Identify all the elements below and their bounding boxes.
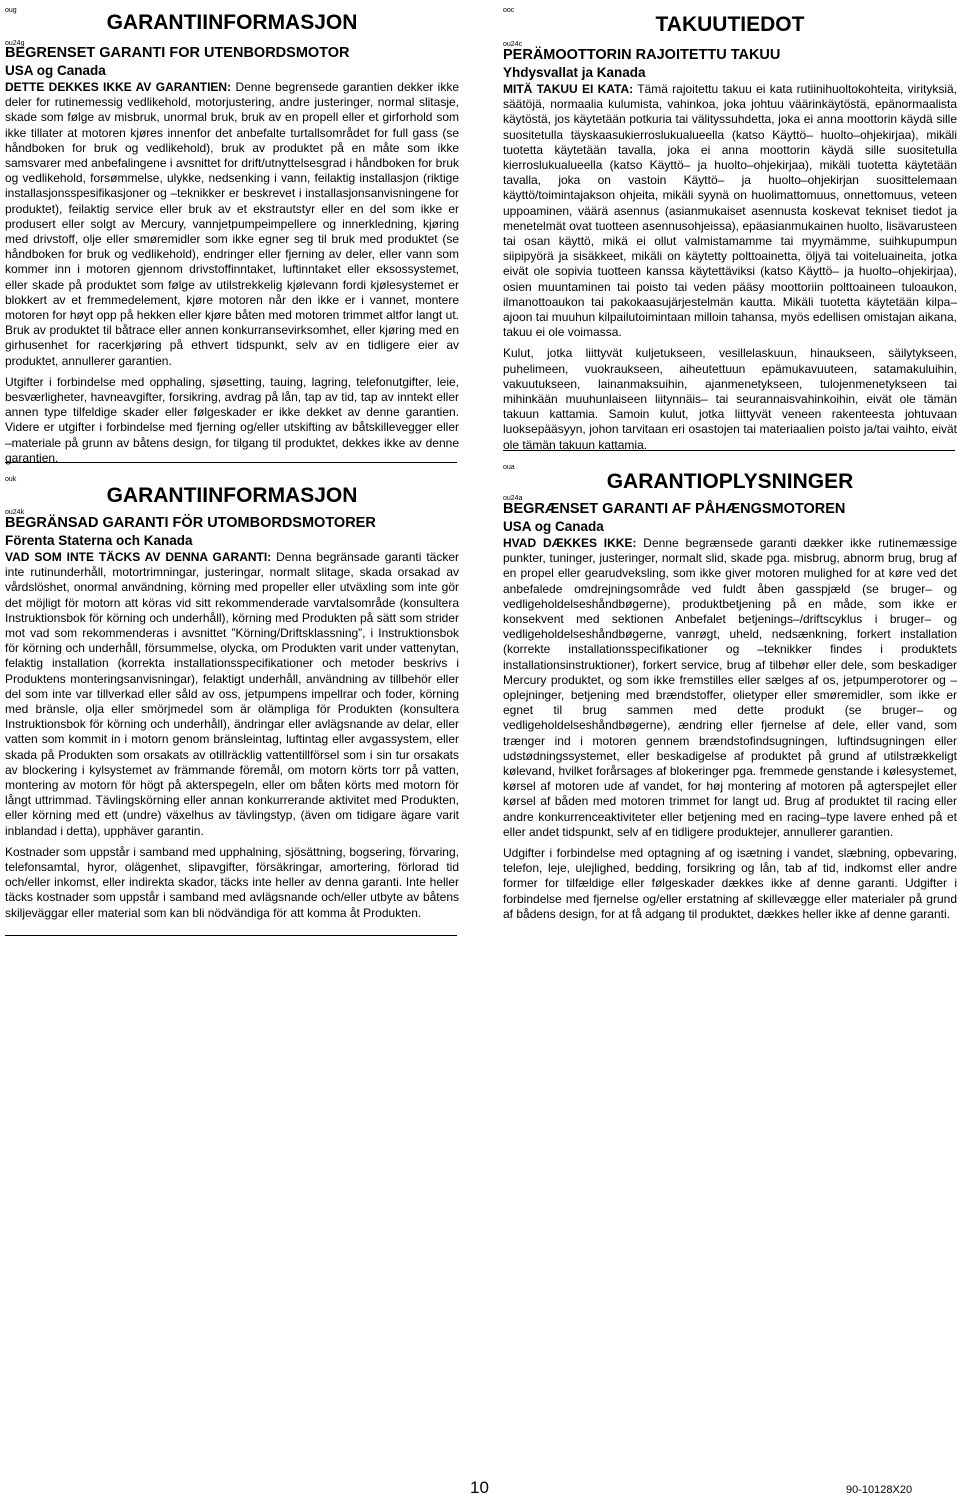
section-divider	[5, 935, 457, 936]
section-subcode: ou24k	[5, 509, 25, 516]
section-subcode: ou24a	[503, 495, 523, 502]
document-code: 90-10128X20	[846, 1484, 913, 1496]
section-region: USA og Canada	[503, 519, 604, 534]
section-paragraph-2: Kulut, jotka liittyvät kuljetukseen, vesillelaskuun, hinaukseen, säilytykseen, puhelimeen, vuokraukseen, aiheutettuun epämukavuuteen, satamakuluihin, vakuutukseen, lainanmaksuihin, ajanmenetykseen, tulojenmenetykseen tai mihinkään muuhunlaiseen liitynnäis– tai seurannaisvahinkoihin, eivät ole tämän takuun kattamia. Samoin kulut, jotka liittyvät veneen rakenteesta johtuvaan luoksepääsyyn, johon tarvitaan eri osastojen tai materiaalien poisto ja/tai vaihto, eivät ole tämän takuun kattamia.	[503, 346, 957, 452]
page-number: 10	[470, 1478, 489, 1497]
section-code: ooc	[503, 7, 515, 14]
section-heading: GARANTIOPLYSNINGER	[606, 470, 854, 493]
section-subheading: PERÄMOOTTORIN RAJOITETTU TAKUU	[503, 47, 781, 63]
section-paragraph-2: Kostnader som uppstår i samband med upphalning, sjösättning, bogsering, förvaring, telefonsamtal, hyror, olägenhet, slipavgifter, försäkringar, amortering, förlorad tid och/eller inkomst, eller indirekta skador, täcks inte heller av denna garanti. Inte heller täcks kostnader som uppstår i samband med avlägsnande och/eller utbyte av båtens skiljeväggar eller material som kan bli nödvändiga för att komma åt Produkten.	[5, 844, 459, 920]
section-lead: DETTE DEKKES IKKE AV GARANTIEN:	[5, 80, 232, 94]
section-subheading: BEGRÆNSET GARANTI AF PÅHÆNGSMOTOREN	[503, 501, 846, 517]
section-paragraph-1-text: Tämä rajoitettu takuu ei kata rutiinihuoltokohteita, virityksiä, säätöjä, normaalia kulumista, vahinkoa, joka johtuu väärinkäytöstä, epänormaalista käytöstä, jos käytetään potkuria tai välityssuhdetta, joka ei anna moottorin käydä sille suositetulla täyskaasukierroslukualueella (katso Käyttö– huolto–ohjekirjaa), mikäli tuotetta käytetään tavalla, joka ei anna moottorin käydä sille suositetulla kierroslukualueella (katso Käyttö– ja huolto–ohjekirjaa), mikäli tuotetta käytetään tavalla, joka on vastoin Käyttö– ja huolto–ohjekirjan suosittelemaan käyttö/toimintajakson ohjeita, mikäli syynä on huolimattomuus, onnettomuus, veteen uppoaminen, väärä asennus (asianmukaiset asennusta koskevat tekniset tiedot ja menetelmät ovat tuotteen asennusohjeissa), epäasianmukainen huolto, lisävarusteen tai osan käyttö, mikä ei ollut valmistamamme tai myymämme, suihkupumpun siipipyörä ja sisäkkeet, mikäli on käytetty polttoainetta, öljyä tai voiteluaineita, jotka eivät ole sopivia tuotteen kanssa käytettäviksi (katso Käyttö– ja huolto–ohjekirjaa), osien muuntaminen tai poisto tai veden pääsy moottoriin polttoaineen tuloaukon, ilmanottoaukon tai pakokaasujärjestelmän kautta. Mikäli tuotetta käytetään kilpa–ajoon tai muuhun kilpailutoimintaan milloin tahansa, myös edellisen omistajan aikana, takuu ei ole voimassa.	[503, 82, 957, 340]
section-code: oua	[503, 464, 515, 471]
section-code: oug	[5, 7, 17, 14]
section-paragraph-1-text: Denna begränsade garanti täcker inte rutinunderhåll, motortrimningar, justeringar, normalt slitage, skada orsakad av vårdslöshet, onormal användning, körning med propeller eller utväxling som inte gör det möjligt för motorn att köras vid sitt rekommenderade varvtalsområde (konsultera Instruktionsbok för körning och underhåll), körning med Produkten på sätt som strider mot vad som rekommenderas i avsnittet ”Körning/Driftsklassning”, i Instruktionsbok för körning och underhåll, försummelse, olycka, om Produkten varit under vattenytan, felaktig installation (korrekta installationsspecifikationer och metoder beskrivs i Produktens monteringsanvisningar), felaktigt underhåll, användning av tillbehör eller del som inte var tillverkad eller såld av oss, jetpumpens impellrar och foder, körning med bränsle, olja eller smörjmedel som är olämpliga för Produkten (konsultera Instruktionsbok för körning och underhåll), ändringar eller avlägsnande av delar, eller vatten som kommit in i motorn genom bränsleintag, luftintag eller avgassystem, eller skada på Produkten som orsakats av otillräcklig vattentillförsel som i sin tur orsakats av blockering i kylsystemet av främmande föremål, om motorn körts torr på vatten, montering av motorn för högt på akterspegeln, eller om båten körts med motorn för långt uttrimmad. Tävlingskörning eller annan konkurrerande aktivitet med Produkten, eller körning med ett (undre) växelhus av tävlingstyp, (även om tidigare ägare varit inblandad i detta), upphäver garantin.	[5, 550, 460, 838]
section-paragraph-1	[503, 536, 957, 840]
section-region: Yhdysvallat ja Kanada	[503, 65, 646, 80]
section-paragraph-1-text: Denne begrensede garantien dekker ikke deler for rutinemessig vedlikehold, motorjustering, andre justeringer, normal slitasje, skade som følge av misbruk, unormal bruk, bruk av en propell eller et girforhold som ikke tillater at motoren kjøres innenfor det anbefalte turtallsområdet for full gass (se håndboken for bruk og vedlikehold), bruk av produktet på en måte som ikke samsvarer med anbefalingene i avsnittet for drift/utnyttelsesgrad i håndboken for bruk og vedlikehold, forsømmelse, ulykke, nedsenking i vann, feilaktig installasjon (riktige installasjonsspesifikasjoner og –teknikker er beskrevet i installasjonsanvisningene for produktet), feilaktig service eller bruk av et ekstrautstyr eller en del som ikke er produsert eller solgt av Mercury, vannjetpumpeimpellere og innerkledning, kjøring med drivstoff, olje eller smøremidler som ikke egner seg til bruk med produktet (se håndboken for bruk og vedlikehold), endringer eller fjerning av deler, eller vann som kommer inn i motoren gjennom drivstoffinntaket, luftinntaket eller eksossystemet, eller skade på produktet som følge av utilstrekkelig kjølevann fordi kjølesystemet er blokkert av et fremmedelement, kjøre motoren når den ikke er i vannet, montere motoren for høyt opp på hekken eller kjøre båten med motoren trimmet altfor langt ut. Bruk av produktet til båtrace eller annen konkurransevirksomhet, eller kjøring med en girhusenhet for racerkjøring på ethvert tidspunkt, selv av en tidligere eier av produktet, annullerer garantien.	[5, 80, 459, 368]
section-divider	[5, 462, 457, 463]
section-heading: GARANTIINFORMASJON	[106, 11, 358, 34]
section-paragraph-1	[503, 82, 957, 340]
section-region: Förenta Staterna och Kanada	[5, 533, 193, 548]
section-code: ouk	[5, 476, 17, 483]
section-paragraph-2: Udgifter i forbindelse med optagning af og isætning i vandet, slæbning, opbevaring, telefon, leje, ulejlighed, bedding, forsikring og lån, tab af tid, indkomst eller andre former for tilfældige eller følgeskader dækkes ikke af denne garanti. Udgifter i forbindelse med fjernelse og/eller erstatning af skillevægge eller materialer på grund af bådens design, for at få adgang til produktet, dækkes heller ikke af denne garanti.	[503, 846, 957, 921]
section-paragraph-2: Utgifter i forbindelse med opphaling, sjøsetting, tauing, lagring, telefonutgifter, leie, besværligheter, havneavgifter, forsikring, avdrag på lån, tap av tid, tap av inntekt eller annen type tilfeldige skader eller følgeskader er ikke dekket av denne garantien. Videre er utgifter i forbindelse med fjerning og/eller utskifting av båtskillevegger eller –materiale på grunn av båtens design, for tilgang til produktet, dekkes ikke av denne garantien.	[5, 374, 459, 465]
section-region: USA og Canada	[5, 63, 106, 78]
section-subcode: ou24c	[503, 41, 523, 48]
section-paragraph-1	[5, 550, 459, 839]
section-paragraph-1-text: Denne begrænsede garanti dækker ikke rutinemæssige punkter, tuninger, justeringer, normalt slid, skade pga. misbrug, abnorm brug, brug af en propel eller gearudveksling, som ikke giver motoren mulighed for at køre ved det anbefalede omdrejningsområde ved fuldt åben gasspjæld (se bruger– og vedligeholdelseshåndbøgerne), produktbetjening på en måde, som ikke er konsekvent med sektionen Anbefalet betjenings–/driftscyklus i bruger– og vedligeholdelseshåndbøgerne, vanrøgt, uheld, nedsænkning, forkert installation (korrekte installationsspecifikationer og –teknikker findes i produktets installationsinstruktioner), forkert service, brug af tilbehør eller dele, som beskadiger Mercury produktet, og som ikke fremstilles eller sælges af os, jetpumperotorer og –oplejninger, betjening med brændstoffer, olietyper eller smøremidler, som ikke er egnet til brug sammen med dette produkt (se bruger– og vedligeholdelseshåndbøgerne), ændring eller fjernelse af dele, eller vand, som trænger ind i motoren gennem brændstofindsugningen, luftindsugningen eller udstødningssystemet, eller beskadigelse af produktet på grund af utilstrækkeligt kølevand, hvilket forårsages af blokeringer pga. fremmede genstande i kølesystemet, kørsel af motoren ude af vandet, for høj montering af motoren på agterspejlet eller kørsel af båden med motoren trimmet for langt ud. Brug af produktet til racing eller andre konkurrenceaktiviteter eller betjening med en racing–type lavere enhed på et eller andet tidspunkt, selv af en tidligere produktejer, annullerer garantien.	[503, 536, 957, 839]
section-heading: GARANTIINFORMASJON	[106, 484, 358, 507]
section-lead: VAD SOM INTE TÄCKS AV DENNA GARANTI:	[5, 550, 272, 564]
section-lead: HVAD DÆKKES IKKE:	[503, 536, 637, 550]
section-subcode: ou24g	[5, 40, 25, 47]
section-paragraph-1	[5, 80, 459, 369]
section-subheading: BEGRÄNSAD GARANTI FÖR UTOMBORDSMOTORER	[5, 515, 376, 531]
section-divider	[503, 450, 955, 451]
section-heading: TAKUUTIEDOT	[655, 13, 805, 36]
section-subheading: BEGRENSET GARANTI FOR UTENBORDSMOTOR	[5, 45, 350, 61]
section-lead: MITÄ TAKUU EI KATA:	[503, 82, 634, 96]
